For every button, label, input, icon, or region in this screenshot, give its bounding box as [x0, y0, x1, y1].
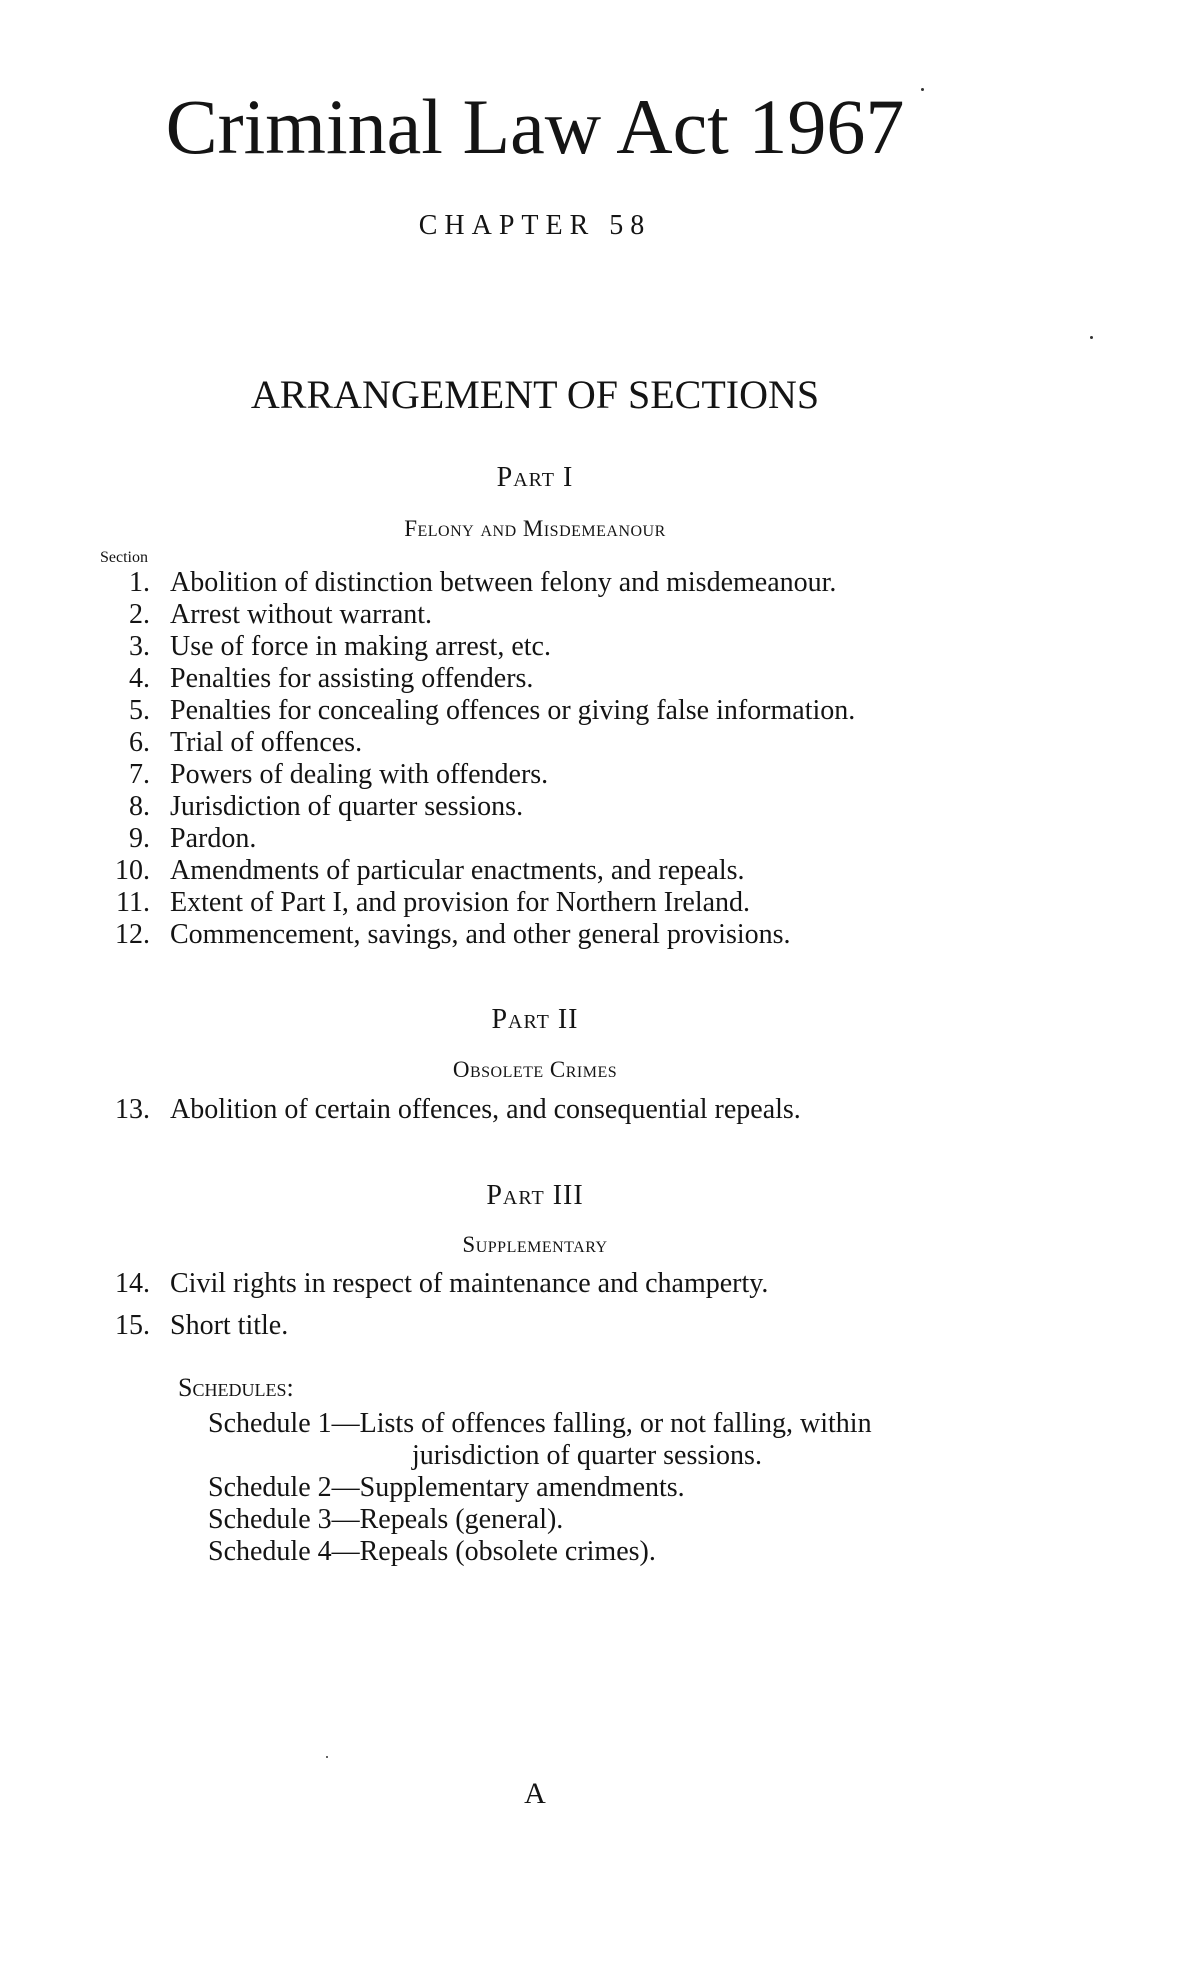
schedule-entry: Schedule 2—Supplementary amendments.	[208, 1472, 685, 1503]
section-title: Extent of Part I, and provision for Northern Ireland.	[170, 887, 751, 918]
section-title: Commencement, savings, and other general provisions.	[170, 919, 791, 950]
section-number: 14.	[115, 1268, 150, 1299]
part-2-heading: Part II	[491, 1004, 579, 1035]
section-title: Powers of dealing with offenders.	[170, 759, 549, 790]
section-number: 10.	[115, 855, 150, 886]
schedule-entry: Schedule 3—Repeals (general).	[208, 1504, 564, 1535]
section-number: 4.	[129, 663, 150, 694]
section-title: Pardon.	[170, 823, 257, 854]
schedules-label: Schedules:	[178, 1373, 294, 1402]
chapter-number: CHAPTER 58	[418, 210, 652, 241]
section-column-label: Section	[100, 549, 148, 566]
section-number: 8.	[129, 791, 150, 822]
part-1-heading: Part I	[496, 462, 574, 493]
section-number: 9.	[129, 823, 150, 854]
section-title: Civil rights in respect of maintenance and champerty.	[170, 1268, 769, 1299]
act-title: Criminal Law Act 1967	[165, 83, 905, 170]
section-title: Penalties for assisting offenders.	[170, 663, 534, 694]
arrangement-heading: ARRANGEMENT OF SECTIONS	[250, 372, 820, 417]
section-title: Jurisdiction of quarter sessions.	[170, 791, 524, 822]
section-number: 11.	[116, 887, 150, 918]
section-title: Abolition of certain offences, and consequential repeals.	[170, 1094, 801, 1125]
section-number: 1.	[129, 567, 150, 598]
scan-speck	[1090, 336, 1093, 339]
schedule-entry-continuation: jurisdiction of quarter sessions.	[412, 1440, 762, 1471]
section-number: 12.	[115, 919, 150, 950]
part-3-heading: Part III	[486, 1180, 584, 1211]
section-number: 15.	[115, 1310, 150, 1341]
section-title: Arrest without warrant.	[170, 599, 433, 630]
section-number: 2.	[129, 599, 150, 630]
section-title: Trial of offences.	[170, 727, 363, 758]
part-1-subtitle: Felony and Misdemeanour	[404, 516, 666, 541]
schedule-entry: Schedule 1—Lists of offences falling, or not falling, within	[208, 1408, 872, 1439]
section-title: Use of force in making arrest, etc.	[170, 631, 551, 662]
part-2-subtitle: Obsolete Crimes	[452, 1057, 618, 1082]
section-number: 5.	[129, 695, 150, 726]
section-title: Short title.	[170, 1310, 289, 1341]
section-number: 3.	[129, 631, 150, 662]
scan-speck	[326, 1756, 328, 1758]
section-title: Amendments of particular enactments, and repeals.	[170, 855, 745, 886]
section-number: 6.	[129, 727, 150, 758]
signature-mark: A	[524, 1777, 546, 1810]
section-number: 13.	[115, 1094, 150, 1125]
part-3-subtitle: Supplementary	[462, 1232, 608, 1257]
section-number: 7.	[129, 759, 150, 790]
schedule-entry: Schedule 4—Repeals (obsolete crimes).	[208, 1536, 656, 1567]
section-title: Penalties for concealing offences or giving false information.	[170, 695, 856, 726]
scan-speck	[921, 88, 924, 91]
section-title: Abolition of distinction between felony and misdemeanour.	[170, 567, 837, 598]
